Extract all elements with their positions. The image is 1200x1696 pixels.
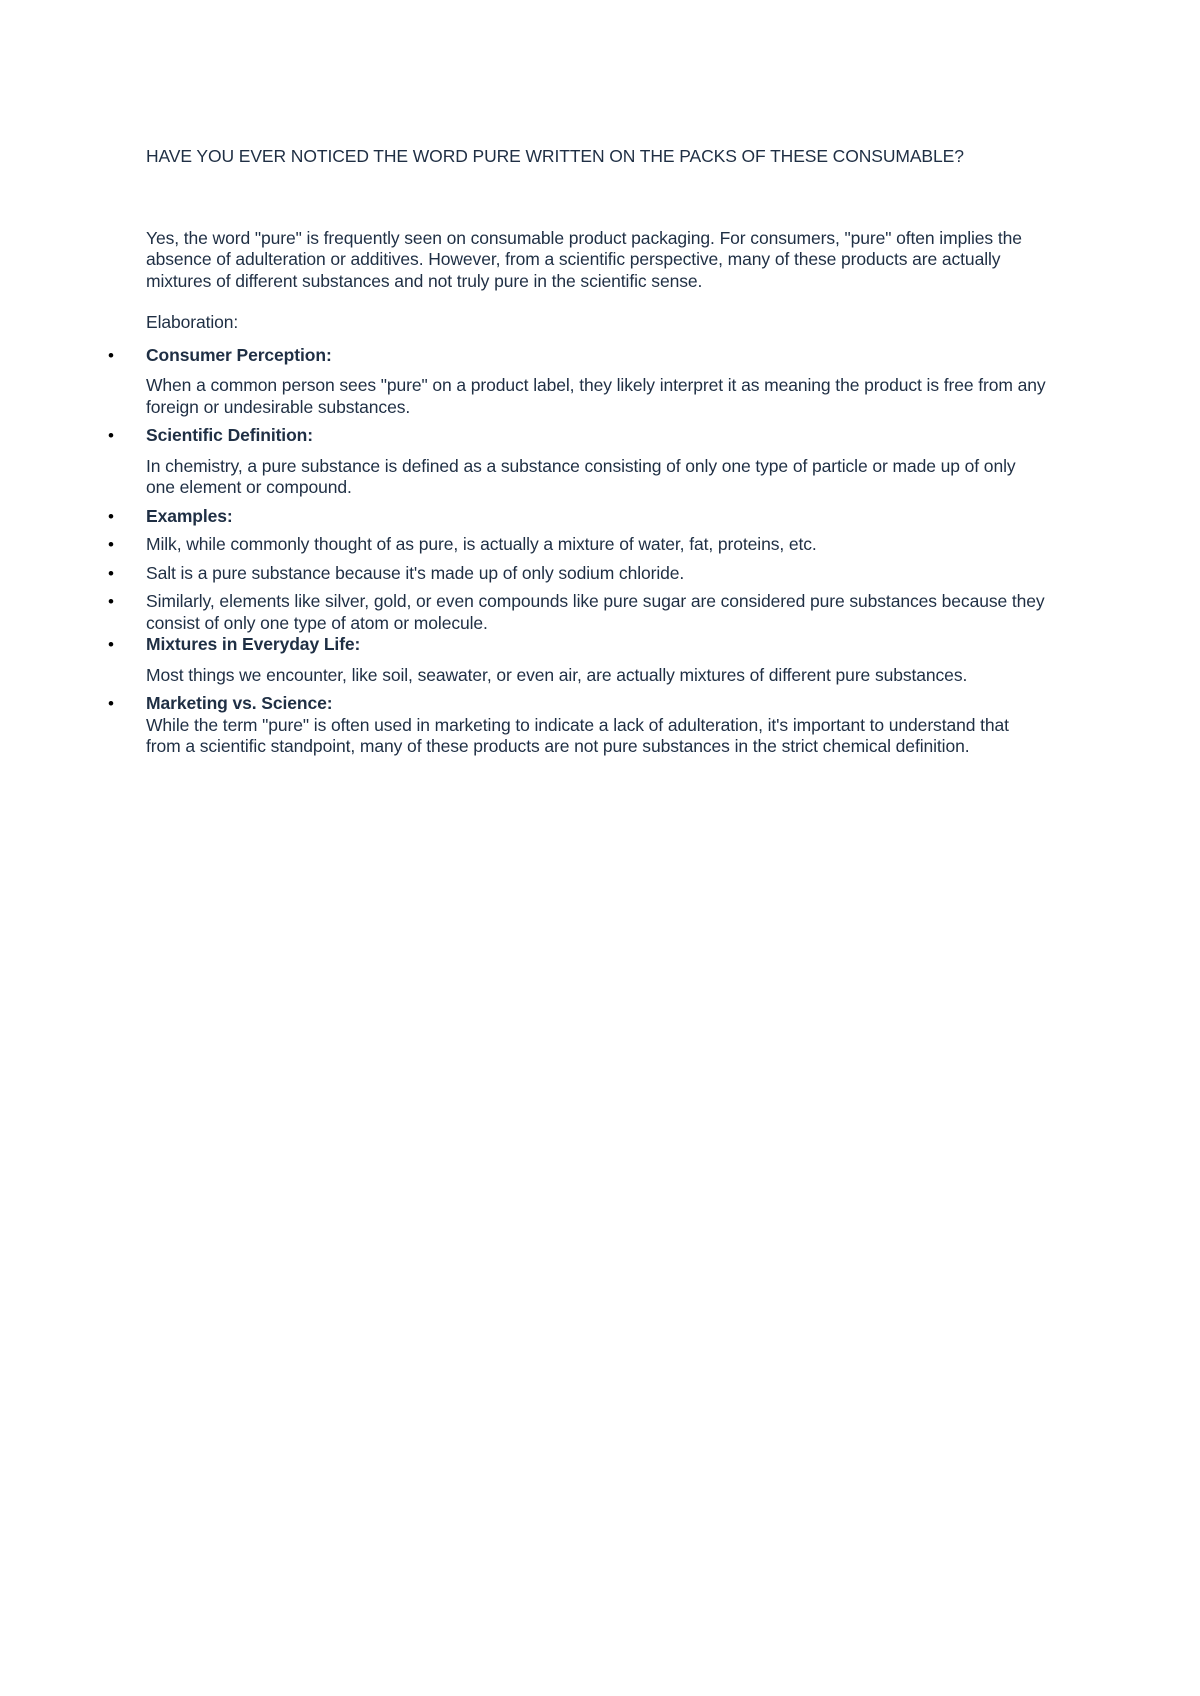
list-item-scientific-definition	[108, 425, 1046, 499]
elaboration-label: Elaboration:	[146, 312, 239, 332]
list-item-text: While the term "pure" is often used in marketing to indicate a lack of adulteration, it's important to understand that from a scientific standpoint, many of these products are not pure substances in the strict chemical definition.	[146, 714, 1009, 756]
bullet-icon: •	[108, 694, 114, 713]
list-item-text: Most things we encounter, like soil, seawater, or even air, are actually mixtures of different pure substances.	[146, 664, 968, 685]
list-item-heading: Consumer Perception:	[146, 344, 332, 365]
list-item-examples	[108, 505, 1046, 528]
bullet-icon: •	[108, 535, 114, 554]
bullet-icon: •	[108, 635, 114, 654]
bullet-icon: •	[108, 345, 114, 365]
bullet-icon: •	[108, 592, 114, 611]
list-item-similarly	[108, 591, 1046, 634]
bullet-icon: •	[108, 563, 114, 583]
bullet-icon: •	[108, 426, 114, 445]
list-item-text: When a common person sees "pure" on a product label, they likely interpret it as meaning the product is free from any foreign or undesirable substances.	[146, 375, 1046, 417]
list-item-consumer-perception	[108, 344, 1046, 419]
document-body	[108, 146, 1046, 758]
list-item-marketing	[108, 693, 1046, 758]
list-item-text: In chemistry, a pure substance is defined as a substance consisting of only one type of particle or made up of only one element or compound.	[146, 455, 1016, 497]
list-item-text: Salt is a pure substance because it's made up of only sodium chloride.	[146, 562, 685, 583]
list-item-milk	[108, 534, 1046, 556]
list-item-text: Similarly, elements like silver, gold, or even compounds like pure sugar are considered pure substances because they consist of only one type of atom or molecule.	[146, 591, 1045, 633]
intro-paragraph: Yes, the word "pure" is frequently seen on consumable product packaging. For consumers, "pure" often implies the absence of adulteration or additives. However, from a scientific perspective, many of these products are actually mixtures of different substances and not truly pure in the scientific sense.	[146, 227, 1022, 291]
bullet-icon: •	[108, 506, 114, 526]
document-title: HAVE YOU EVER NOTICED THE WORD PURE WRITTEN ON THE PACKS OF THESE CONSUMABLE?	[146, 146, 964, 166]
list-item-heading: Examples:	[146, 505, 233, 526]
list-item-mixtures	[108, 634, 1046, 686]
list-item-heading: Marketing vs. Science:	[146, 693, 333, 713]
list-item-heading: Scientific Definition:	[146, 425, 313, 445]
list-item-salt	[108, 562, 1046, 585]
list-item-heading: Mixtures in Everyday Life:	[146, 634, 361, 654]
list-item-text: Milk, while commonly thought of as pure, is actually a mixture of water, fat, proteins, etc.	[146, 534, 817, 554]
